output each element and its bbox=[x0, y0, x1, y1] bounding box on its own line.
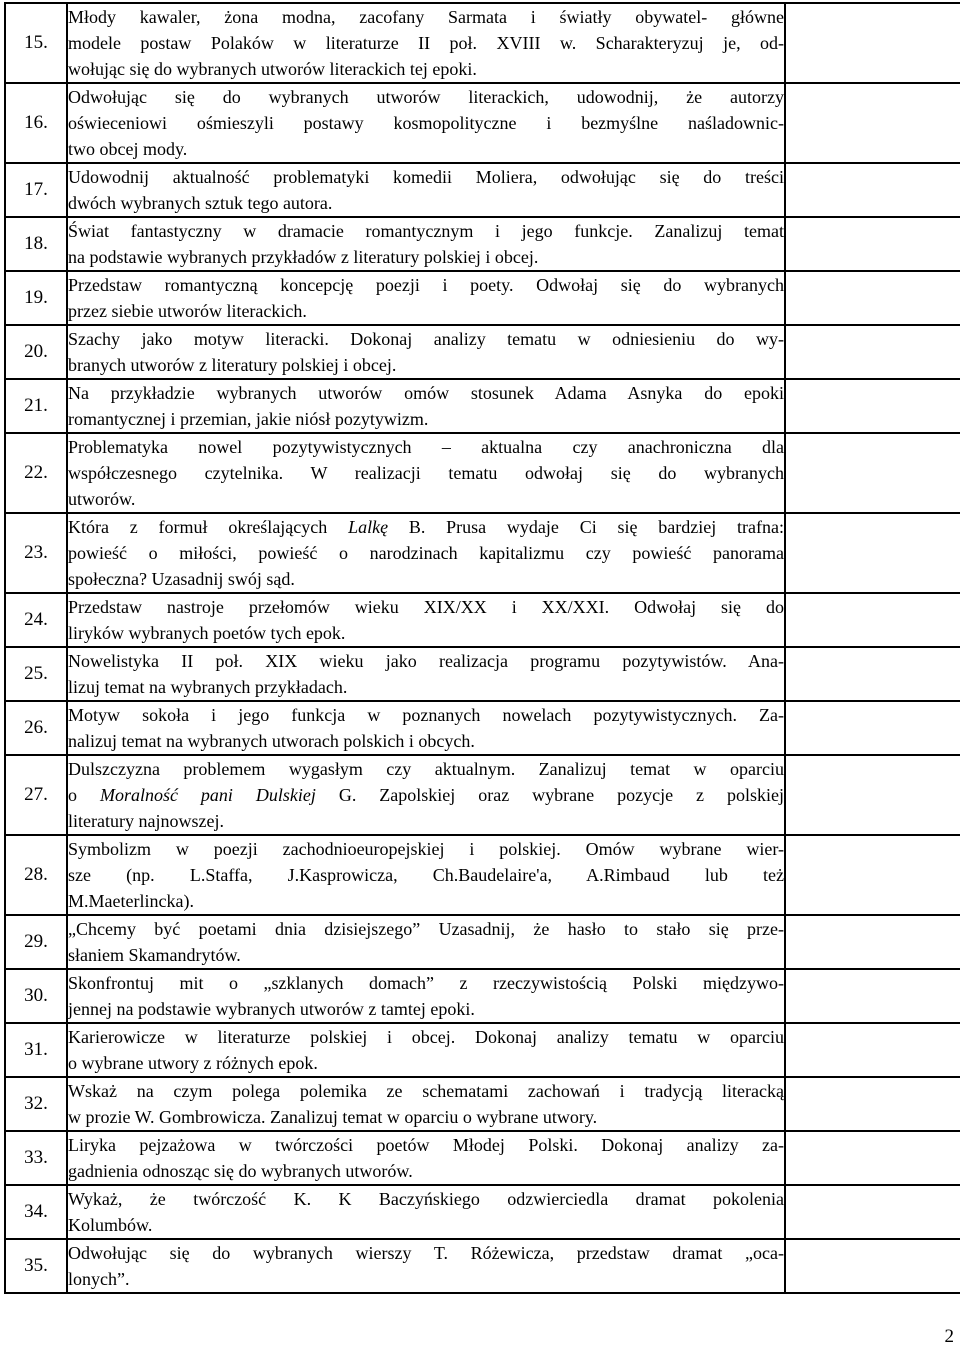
topic-text-line: Nowelistyka II poł. XIX wieku jako realizacja programu pozytywistów. Ana- bbox=[68, 651, 784, 671]
topic-text-line: Liryka pejzażowa w twórczości poetów Młodej Polski. Dokonaj analizy za- bbox=[68, 1135, 784, 1155]
table-row bbox=[5, 969, 960, 1023]
empty-cell bbox=[785, 647, 960, 701]
topic-text bbox=[67, 1023, 785, 1077]
title-italic: Lalkę bbox=[348, 517, 389, 537]
topic-text-line: w prozie W. Gombrowicza. Zanalizuj temat w oparciu o wybrane utwory. bbox=[68, 1107, 598, 1127]
table-row bbox=[5, 647, 960, 701]
empty-cell bbox=[785, 1185, 960, 1239]
table-row bbox=[5, 513, 960, 593]
topics-table-body bbox=[5, 3, 960, 1293]
topic-text bbox=[67, 593, 785, 647]
table-row bbox=[5, 835, 960, 915]
topic-text bbox=[67, 271, 785, 325]
table-row bbox=[5, 1131, 960, 1185]
topic-text-line: utworów. bbox=[68, 489, 136, 509]
empty-cell bbox=[785, 1131, 960, 1185]
topic-text-line: słaniem Skamandrytów. bbox=[68, 945, 241, 965]
empty-cell bbox=[785, 1023, 960, 1077]
topic-text-line: Karierowicze w literaturze polskiej i obcej. Dokonaj analizy tematu w oparciu bbox=[68, 1027, 784, 1047]
empty-cell bbox=[785, 513, 960, 593]
topic-text-line: Odwołując się do wybranych utworów literackich, udowodnij, że autorzy bbox=[68, 87, 784, 107]
title-italic: Moralność pani Dulskiej bbox=[99, 785, 316, 805]
empty-cell bbox=[785, 217, 960, 271]
topic-text-line: Wykaż, że twórczość K. K Baczyńskiego odzwierciedla dramat pokolenia bbox=[68, 1189, 784, 1209]
topic-text-line: liryków wybranych poetów tych epok. bbox=[68, 623, 346, 643]
topic-number: 20. bbox=[5, 325, 67, 379]
topic-number: 29. bbox=[5, 915, 67, 969]
topic-text-line: Motyw sokoła i jego funkcja w poznanych nowelach pozytywistycznych. Za- bbox=[68, 705, 784, 725]
page-number: 2 bbox=[944, 1326, 954, 1347]
table-row bbox=[5, 325, 960, 379]
topic-text bbox=[67, 163, 785, 217]
empty-cell bbox=[785, 1239, 960, 1293]
table-row bbox=[5, 755, 960, 835]
table-row bbox=[5, 1239, 960, 1293]
empty-cell bbox=[785, 163, 960, 217]
topic-text bbox=[67, 969, 785, 1023]
topic-text-line: o wybrane utwory z różnych epok. bbox=[68, 1053, 318, 1073]
topic-text bbox=[67, 433, 785, 513]
topic-text-line: „Chcemy być poetami dnia dzisiejszego” Uzasadnij, że hasło to stało się prze- bbox=[68, 919, 784, 939]
table-row bbox=[5, 3, 960, 83]
topic-text-line: branych utworów z literatury polskiej i obcej. bbox=[68, 355, 397, 375]
topic-text-line: na podstawie wybranych przykładów z literatury polskiej i obcej. bbox=[68, 247, 539, 267]
table-row bbox=[5, 217, 960, 271]
topic-text-line: powieść o miłości, powieść o narodzinach kapitalizmu czy powieść panorama bbox=[68, 543, 784, 563]
topic-text bbox=[67, 647, 785, 701]
topic-text-line: Która z formuł określających Lalkę B. Prusa wydaje Ci się bardziej trafna: bbox=[68, 517, 784, 537]
topic-text-line: Kolumbów. bbox=[68, 1215, 153, 1235]
empty-cell bbox=[785, 755, 960, 835]
topic-text bbox=[67, 915, 785, 969]
topic-text bbox=[67, 83, 785, 163]
table-row bbox=[5, 593, 960, 647]
topic-number: 22. bbox=[5, 433, 67, 513]
topic-text-line: Młody kawaler, żona modna, zacofany Sarmata i światły obywatel- główne bbox=[68, 7, 784, 27]
topic-number: 25. bbox=[5, 647, 67, 701]
empty-cell bbox=[785, 83, 960, 163]
empty-cell bbox=[785, 915, 960, 969]
topic-text bbox=[67, 701, 785, 755]
topic-number: 35. bbox=[5, 1239, 67, 1293]
topic-number: 32. bbox=[5, 1077, 67, 1131]
topic-text-line: gadnienia odnosząc się do wybranych utworów. bbox=[68, 1161, 413, 1181]
topic-text-line: Skonfrontuj mit o „szklanych domach” z rzeczywistością Polski międzywo- bbox=[68, 973, 784, 993]
topic-text bbox=[67, 513, 785, 593]
topic-text-line: wołując się do wybranych utworów literackich tej epoki. bbox=[68, 59, 477, 79]
topic-text-line: lizuj temat na wybranych przykładach. bbox=[68, 677, 348, 697]
topic-text-line: społeczna? Uzasadnij swój sąd. bbox=[68, 569, 295, 589]
topic-number: 15. bbox=[5, 3, 67, 83]
topic-text bbox=[67, 217, 785, 271]
topic-text-line: Symbolizm w poezji zachodnioeuropejskiej i polskiej. Omów wybrane wier- bbox=[68, 839, 784, 859]
table-row bbox=[5, 379, 960, 433]
topic-text bbox=[67, 325, 785, 379]
table-row bbox=[5, 1185, 960, 1239]
topic-number: 26. bbox=[5, 701, 67, 755]
topic-text bbox=[67, 379, 785, 433]
topic-number: 31. bbox=[5, 1023, 67, 1077]
topic-text-line: modele postaw Polaków w literaturze II poł. XVIII w. Scharakteryzuj je, od- bbox=[68, 33, 784, 53]
topic-text-line: literatury najnowszej. bbox=[68, 811, 224, 831]
topic-text-line: lonych”. bbox=[68, 1269, 130, 1289]
topic-text bbox=[67, 1077, 785, 1131]
table-row bbox=[5, 433, 960, 513]
topic-text-line: jennej na podstawie wybranych utworów z tamtej epoki. bbox=[68, 999, 475, 1019]
topic-number: 27. bbox=[5, 755, 67, 835]
empty-cell bbox=[785, 379, 960, 433]
topic-text bbox=[67, 835, 785, 915]
topic-text-line: współczesnego czytelnika. W realizacji tematu odwołaj się do wybranych bbox=[68, 463, 784, 483]
table-row bbox=[5, 1077, 960, 1131]
topic-text-line: Problematyka nowel pozytywistycznych – aktualna czy anachroniczna dla bbox=[68, 437, 784, 457]
topic-text-line: nalizuj temat na wybranych utworach polskich i obcych. bbox=[68, 731, 475, 751]
topic-number: 21. bbox=[5, 379, 67, 433]
topic-text-line: Na przykładzie wybranych utworów omów stosunek Adama Asnyka do epoki bbox=[68, 383, 784, 403]
topic-number: 34. bbox=[5, 1185, 67, 1239]
topic-text-line: o Moralność pani Dulskiej G. Zapolskiej oraz wybrane pozycje z polskiej bbox=[68, 785, 784, 805]
topic-text bbox=[67, 1185, 785, 1239]
empty-cell bbox=[785, 969, 960, 1023]
table-row bbox=[5, 271, 960, 325]
topic-text bbox=[67, 1239, 785, 1293]
topic-text bbox=[67, 755, 785, 835]
table-row bbox=[5, 701, 960, 755]
table-row bbox=[5, 1023, 960, 1077]
topic-number: 24. bbox=[5, 593, 67, 647]
topic-text-line: dwóch wybranych sztuk tego autora. bbox=[68, 193, 333, 213]
topic-text-line: sze (np. L.Staffa, J.Kasprowicza, Ch.Baudelaire'a, A.Rimbaud lub też bbox=[68, 865, 784, 885]
topic-text-line: Dulszczyzna problemem wygasłym czy aktualnym. Zanalizuj temat w oparciu bbox=[68, 759, 784, 779]
table-row bbox=[5, 83, 960, 163]
topic-text-line: oświeceniowi ośmieszyli postawy kosmopolityczne i bezmyślne naśladownic- bbox=[68, 113, 784, 133]
topic-number: 17. bbox=[5, 163, 67, 217]
topic-text-line: Odwołując się do wybranych wierszy T. Różewicza, przedstaw dramat „oca- bbox=[68, 1243, 784, 1263]
empty-cell bbox=[785, 325, 960, 379]
topic-number: 19. bbox=[5, 271, 67, 325]
topic-text bbox=[67, 1131, 785, 1185]
topic-text-line: Szachy jako motyw literacki. Dokonaj analizy tematu w odniesieniu do wy- bbox=[68, 329, 784, 349]
topic-text-line: Świat fantastyczny w dramacie romantycznym i jego funkcje. Zanalizuj temat bbox=[68, 221, 784, 241]
empty-cell bbox=[785, 701, 960, 755]
empty-cell bbox=[785, 3, 960, 83]
topic-text-line: Udowodnij aktualność problematyki komedii Moliera, odwołując się do treści bbox=[68, 167, 784, 187]
topic-text-line: Przedstaw romantyczną koncepcję poezji i poety. Odwołaj się do wybranych bbox=[68, 275, 784, 295]
empty-cell bbox=[785, 1077, 960, 1131]
empty-cell bbox=[785, 433, 960, 513]
topic-text-line: two obcej mody. bbox=[68, 139, 188, 159]
empty-cell bbox=[785, 593, 960, 647]
empty-cell bbox=[785, 835, 960, 915]
topic-number: 23. bbox=[5, 513, 67, 593]
topic-text-line: Wskaż na czym polega polemika ze schematami zachowań i tradycją literacką bbox=[68, 1081, 784, 1101]
topic-number: 33. bbox=[5, 1131, 67, 1185]
table-row bbox=[5, 915, 960, 969]
table-row bbox=[5, 163, 960, 217]
topic-text-line: M.Maeterlincka). bbox=[68, 891, 194, 911]
topic-text-line: przez siebie utworów literackich. bbox=[68, 301, 307, 321]
topic-number: 18. bbox=[5, 217, 67, 271]
topic-number: 16. bbox=[5, 83, 67, 163]
topic-text-line: romantycznej i przemian, jakie niósł pozytywizm. bbox=[68, 409, 429, 429]
empty-cell bbox=[785, 271, 960, 325]
topic-number: 30. bbox=[5, 969, 67, 1023]
topic-text bbox=[67, 3, 785, 83]
topic-number: 28. bbox=[5, 835, 67, 915]
topic-text-line: Przedstaw nastroje przełomów wieku XIX/XX i XX/XXI. Odwołaj się do bbox=[68, 597, 784, 617]
topics-table bbox=[4, 2, 960, 1294]
